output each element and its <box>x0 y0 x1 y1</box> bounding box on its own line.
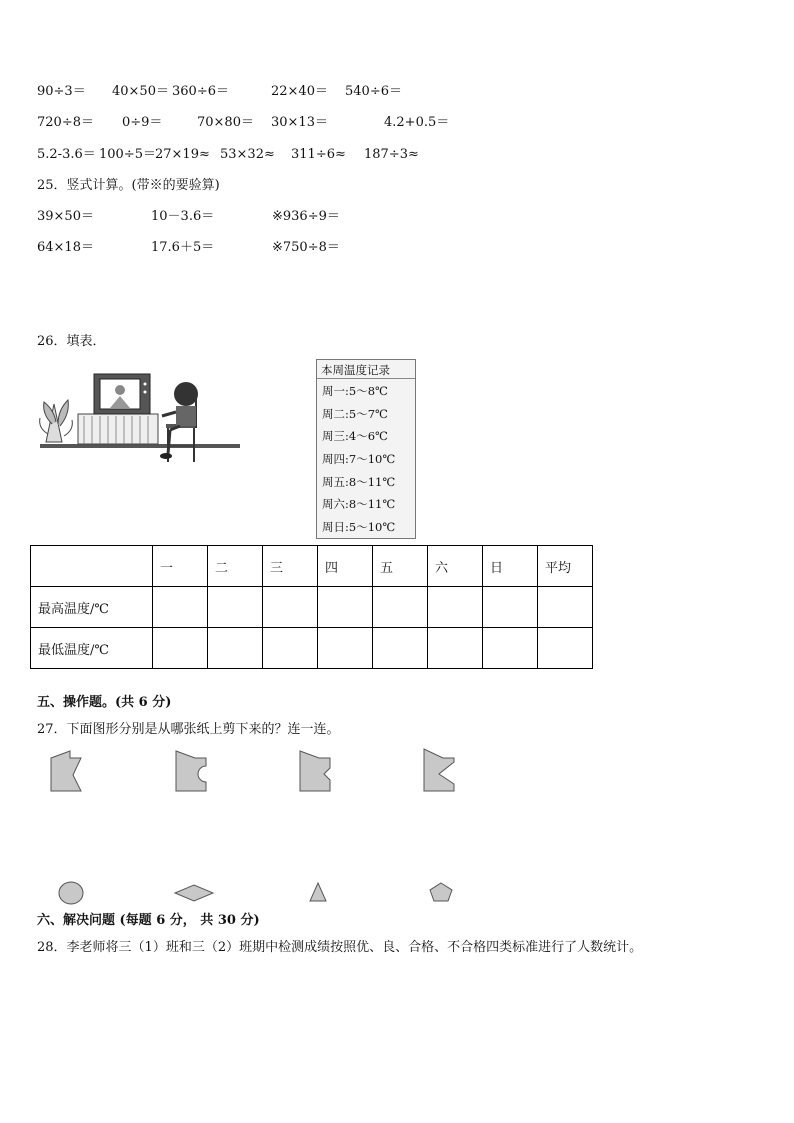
card-divider <box>317 378 415 379</box>
cut-paper-4-icon <box>421 746 457 792</box>
table-header-row <box>31 546 593 587</box>
table-cell[interactable] <box>318 628 373 669</box>
table-cell[interactable] <box>153 587 208 628</box>
q25-2-1: 64×18＝ <box>37 240 94 255</box>
table-header-cell <box>31 546 153 587</box>
cut-paper-3-icon <box>297 748 333 794</box>
card-line-5: 周五:8～11℃ <box>322 475 396 489</box>
card-line-6: 周六:8～11℃ <box>322 497 396 511</box>
oral-calc-1-2: 40×50＝ <box>112 84 169 99</box>
table-cell[interactable] <box>483 587 538 628</box>
card-line-2: 周二:5～7℃ <box>322 407 388 421</box>
table-cell[interactable] <box>153 628 208 669</box>
section6-title: 六、解决问题 (每题 6 分， 共 30 分) <box>37 913 260 928</box>
card-line-7: 周日:5～10℃ <box>322 520 396 534</box>
table-header-cell: 平均 <box>538 546 593 587</box>
oral-calc-2-2: 0÷9＝ <box>122 115 163 130</box>
oral-calc-1-3: 360÷6＝ <box>172 84 229 99</box>
table-header-cell: 五 <box>373 546 428 587</box>
circle-shape-icon <box>57 880 85 906</box>
table-cell[interactable] <box>428 587 483 628</box>
table-cell[interactable] <box>263 628 318 669</box>
q25-1-3: ※936÷9＝ <box>272 209 340 224</box>
q25-2-3: ※750÷8＝ <box>272 240 340 255</box>
table-header-cell: 一 <box>153 546 208 587</box>
q28-text: 28．李老师将三（1）班和三（2）班期中检测成绩按照优、良、合格、不合格四类标准进行了人数统计。 <box>37 940 643 955</box>
row-label: 最低温度/℃ <box>31 628 153 669</box>
table-row <box>31 628 593 669</box>
table-header-cell: 二 <box>208 546 263 587</box>
section5-title: 五、操作题。(共 6 分) <box>37 695 172 710</box>
tv-illustration <box>38 364 248 474</box>
cut-paper-2-icon <box>173 748 209 794</box>
temperature-table <box>30 545 593 669</box>
table-cell[interactable] <box>483 628 538 669</box>
oral-calc-3-2: 100÷5＝ <box>99 147 156 162</box>
card-line-1: 周一:5～8℃ <box>322 384 388 398</box>
q25-1-2: 10－3.6＝ <box>151 209 215 224</box>
table-header-cell: 三 <box>263 546 318 587</box>
rhombus-shape-icon <box>173 883 215 903</box>
pentagon-shape-icon <box>428 881 454 903</box>
q25-title: 25．竖式计算。(带※的要验算) <box>37 178 220 193</box>
q27-text: 27．下面图形分别是从哪张纸上剪下来的？连一连。 <box>37 722 340 737</box>
temperature-card <box>316 359 416 539</box>
row-label: 最高温度/℃ <box>31 587 153 628</box>
table-cell[interactable] <box>373 628 428 669</box>
table-header-cell: 六 <box>428 546 483 587</box>
card-line-3: 周三:4～6℃ <box>322 429 388 443</box>
oral-calc-2-3: 70×80＝ <box>197 115 254 130</box>
plant-icon <box>40 400 73 442</box>
table-row <box>31 587 593 628</box>
triangle-shape-icon <box>308 881 328 903</box>
table-cell[interactable] <box>428 628 483 669</box>
table-cell[interactable] <box>538 587 593 628</box>
oral-calc-3-1: 5.2-3.6＝ <box>37 147 96 162</box>
oral-calc-1-4: 22×40＝ <box>271 84 328 99</box>
table-cell[interactable] <box>208 628 263 669</box>
q26-title: 26．填表． <box>37 334 106 349</box>
q25-2-2: 17.6＋5＝ <box>151 240 215 255</box>
oral-calc-3-3: 27×19≈ <box>155 147 210 162</box>
cut-paper-1-icon <box>48 748 84 794</box>
oral-calc-2-4: 30×13＝ <box>271 115 328 130</box>
table-cell[interactable] <box>263 587 318 628</box>
oral-calc-3-4: 53×32≈ <box>220 147 275 162</box>
oral-calc-2-1: 720÷8＝ <box>37 115 94 130</box>
q25-1-1: 39×50＝ <box>37 209 94 224</box>
table-header-cell: 四 <box>318 546 373 587</box>
oral-calc-1-1: 90÷3＝ <box>37 84 86 99</box>
card-title: 本周温度记录 <box>321 363 390 377</box>
card-line-4: 周四:7～10℃ <box>322 452 396 466</box>
oral-calc-3-5: 311÷6≈ <box>291 147 346 162</box>
oral-calc-3-6: 187÷3≈ <box>364 147 419 162</box>
table-cell[interactable] <box>318 587 373 628</box>
table-cell[interactable] <box>373 587 428 628</box>
table-cell[interactable] <box>538 628 593 669</box>
table-header-cell: 日 <box>483 546 538 587</box>
oral-calc-2-5: 4.2+0.5＝ <box>384 115 450 130</box>
table-cell[interactable] <box>208 587 263 628</box>
oral-calc-1-5: 540÷6＝ <box>345 84 402 99</box>
